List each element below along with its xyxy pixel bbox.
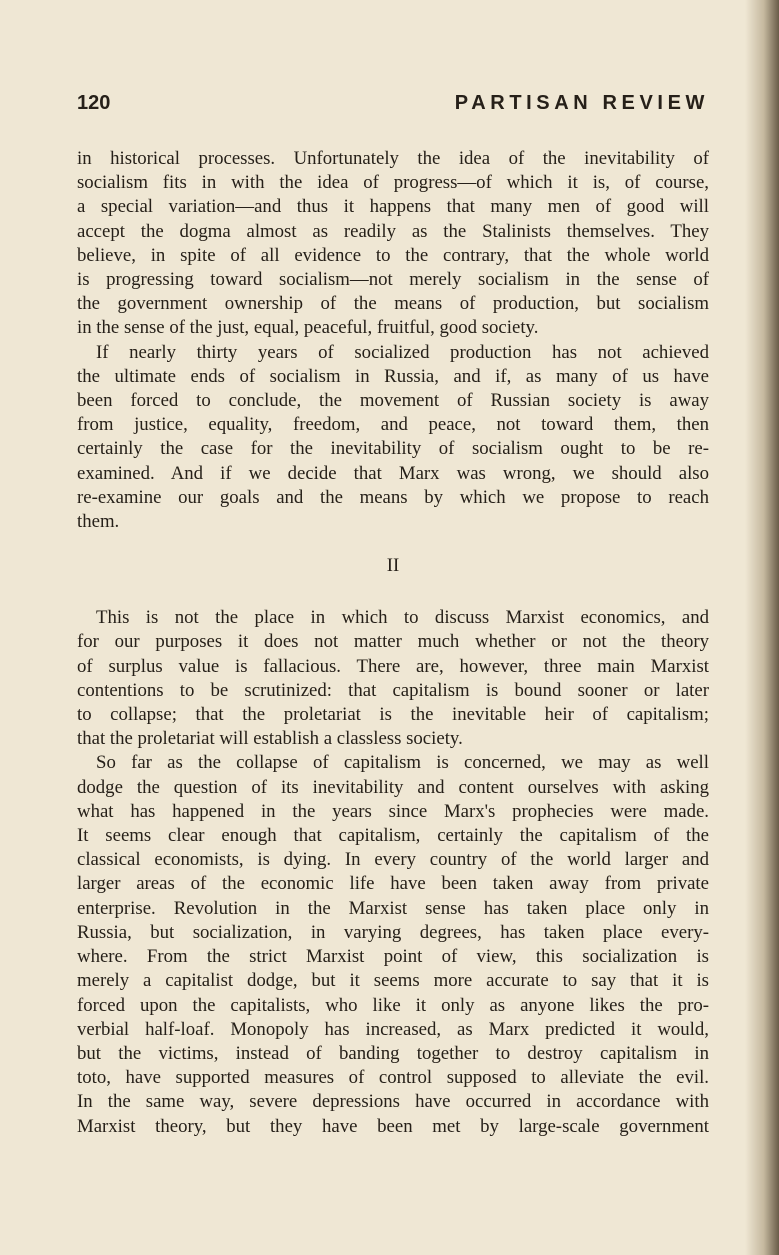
- text-line: In the same way, severe depressions have occurred in accordance with: [77, 1091, 709, 1113]
- text-line: accept the dogma almost as readily as the Stalinists themselves. They: [77, 220, 709, 242]
- text-line: dodge the question of its inevitability and content ourselves with asking: [77, 776, 709, 798]
- text-line: to collapse; that the proletariat is the inevitable heir of capitalism;: [77, 704, 709, 726]
- text-line: from justice, equality, freedom, and peace, not toward them, then: [77, 414, 709, 436]
- text-line: them.: [77, 511, 120, 533]
- text-line: re-examine our goals and the means by which we propose to reach: [77, 486, 709, 508]
- journal-title: PARTISAN REVIEW: [454, 92, 709, 114]
- text-line: examined. And if we decide that Marx was wrong, we should also: [77, 462, 709, 484]
- text-line: enterprise. Revolution in the Marxist sense has taken place only in: [77, 897, 709, 919]
- page-edge-shadow: [745, 0, 779, 1255]
- text-line: Russia, but socialization, in varying degrees, has taken place every-: [77, 921, 709, 943]
- text-line: Marxist theory, but they have been met by large-scale government: [77, 1115, 709, 1137]
- text-line: that the proletariat will establish a classless society.: [77, 728, 463, 750]
- section-heading: II: [386, 555, 400, 577]
- paragraph: [77, 606, 709, 751]
- text-line: If nearly thirty years of socialized production has not achieved: [96, 341, 709, 363]
- text-line: the government ownership of the means of production, but socialism: [77, 293, 709, 315]
- text-line: socialism fits in with the idea of progress—of which it is, of course,: [77, 172, 709, 194]
- text-line: This is not the place in which to discuss Marxist economics, and: [96, 607, 709, 629]
- text-line: where. From the strict Marxist point of view, this socialization is: [77, 946, 709, 968]
- text-line: larger areas of the economic life have been taken away from private: [77, 873, 709, 895]
- text-line: It seems clear enough that capitalism, certainly the capitalism of the: [77, 825, 709, 847]
- running-header: [77, 92, 709, 122]
- text-line: for our purposes it does not matter much whether or not the theory: [77, 631, 709, 653]
- text-line: verbial half-loaf. Monopoly has increased, as Marx predicted it would,: [77, 1018, 709, 1040]
- text-line: been forced to conclude, the movement of Russian society is away: [77, 390, 709, 412]
- text-line: merely a capitalist dodge, but it seems more accurate to say that it is: [77, 970, 709, 992]
- text-line: is progressing toward socialism—not merely socialism in the sense of: [77, 269, 709, 291]
- paragraph: [77, 147, 709, 341]
- text-line: contentions to be scrutinized: that capitalism is bound sooner or later: [77, 679, 709, 701]
- paragraph: [77, 341, 709, 535]
- text-line: in the sense of the just, equal, peaceful, fruitful, good society.: [77, 317, 539, 339]
- text-line: So far as the collapse of capitalism is concerned, we may as well: [96, 752, 709, 774]
- article-body: [77, 147, 709, 1139]
- text-line: forced upon the capitalists, who like it only as anyone likes the pro-: [77, 994, 709, 1016]
- text-line: a special variation—and thus it happens that many men of good will: [77, 196, 709, 218]
- text-line: in historical processes. Unfortunately the idea of the inevitability of: [77, 148, 709, 169]
- text-line: certainly the case for the inevitability of socialism ought to be re-: [77, 438, 709, 460]
- page-number: 120: [77, 92, 111, 114]
- paragraph: [77, 751, 709, 1138]
- text-line: toto, have supported measures of control supposed to alleviate the evil.: [77, 1067, 709, 1089]
- text-line: believe, in spite of all evidence to the contrary, that the whole world: [77, 244, 709, 266]
- text-line: the ultimate ends of socialism in Russia, and if, as many of us have: [77, 365, 709, 387]
- text-line: but the victims, instead of banding together to destroy capitalism in: [77, 1042, 709, 1064]
- text-line: what has happened in the years since Marx's prophecies were made.: [77, 800, 709, 822]
- text-line: of surplus value is fallacious. There are, however, three main Marxist: [77, 655, 709, 677]
- text-line: classical economists, is dying. In every country of the world larger and: [77, 849, 709, 871]
